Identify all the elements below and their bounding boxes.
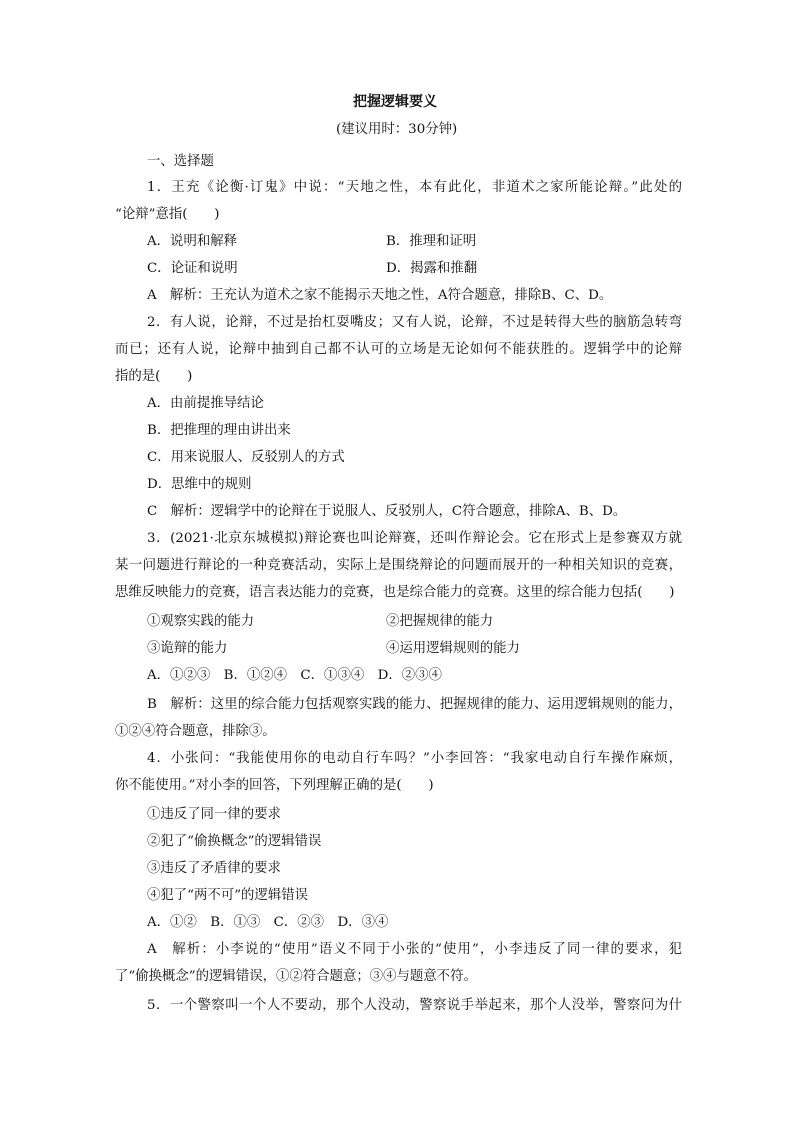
q4-options: A．①② B．①③ C．②③ D．③④ xyxy=(147,915,389,930)
q4-item-1: ①违反了同一律的要求 xyxy=(147,807,281,822)
q5-stem-line1: 5．一个警察叫一个人不要动，那个人没动，警察说手举起来，那个人没举，警察问为什 xyxy=(147,998,682,1013)
q2-analysis: C 解析：逻辑学中的论辩在于说服人、反驳别人，C符合题意，排除A、B、D。 xyxy=(147,504,627,519)
q4-item-2: ②犯了“偷换概念”的逻辑错误 xyxy=(147,834,322,849)
page-subtitle: (建议用时：30分钟) xyxy=(336,122,458,137)
q3-item-4: ④运用逻辑规则的能力 xyxy=(386,641,520,656)
q3-stem-line2: 某一问题进行辩论的一种竞赛活动，实际上是围绕辩论的问题而展开的一种相关知识的竞赛， xyxy=(115,558,682,573)
q2-stem-line2: 而已；还有人说，论辩中抽到自己都不认可的立场是无论如何不能获胜的。逻辑学中的论辩 xyxy=(115,342,682,357)
q1-stem-line2: “论辩”意指( ) xyxy=(115,207,220,222)
q2-option-d: D．思维中的规则 xyxy=(147,477,252,492)
q3-item-3: ③诡辩的能力 xyxy=(147,641,228,656)
q1-stem-line1: 1．王充《论衡·订鬼》中说：“天地之性，本有此化，非道术之家所能论辩。”此处的 xyxy=(147,180,682,195)
q4-item-4: ④犯了“两不可”的逻辑错误 xyxy=(147,888,308,903)
q4-stem-line2: 你不能使用。”对小李的回答，下列理解正确的是( ) xyxy=(115,778,434,793)
q3-stem-line1: 3．(2021·北京东城模拟)辩论赛也叫论辩赛，还叫作辩论会。它在形式上是参赛双方就 xyxy=(147,531,682,546)
q3-item-2: ②把握规律的能力 xyxy=(386,614,494,629)
q1-option-b: B．推理和证明 xyxy=(386,234,477,249)
q2-option-b: B．把推理的理由讲出来 xyxy=(147,423,291,438)
q2-stem-line1: 2．有人说，论辩，不过是抬杠耍嘴皮；又有人说，论辩，不过是转得大些的脑筋急转弯 xyxy=(147,315,682,330)
q4-item-3: ③违反了矛盾律的要求 xyxy=(147,861,281,876)
q3-stem-line3: 思维反映能力的竞赛，语言表达能力的竞赛，也是综合能力的竞赛。这里的综合能力包括( ) xyxy=(115,585,675,600)
q3-item-1: ①观察实践的能力 xyxy=(147,614,255,629)
q2-option-c: C．用来说服人、反驳别人的方式 xyxy=(147,450,345,465)
q4-stem-line1: 4．小张问：“我能使用你的电动自行车吗？”小李回答：“我家电动自行车操作麻烦， xyxy=(147,751,682,766)
q3-analysis-line2: ①②④符合题意，排除③。 xyxy=(115,724,276,739)
q4-analysis-line2: 了“偷换概念”的逻辑错误，①②符合题意；③④与题意不符。 xyxy=(115,969,477,984)
q1-analysis: A 解析：王充认为道术之家不能揭示天地之性，A符合题意，排除B、C、D。 xyxy=(147,288,613,303)
q4-analysis-line1: A 解析：小李说的“使用”语义不同于小张的“使用”，小李违反了同一律的要求，犯 xyxy=(147,942,682,957)
page-title: 把握逻辑要义 xyxy=(353,94,437,110)
q2-option-a: A．由前提推导结论 xyxy=(147,396,264,411)
q1-option-a: A．说明和解释 xyxy=(147,234,238,249)
section-heading: 一、选择题 xyxy=(147,154,214,169)
q1-option-d: D．揭露和推翻 xyxy=(386,261,478,276)
q3-analysis-line1: B 解析：这里的综合能力包括观察实践的能力、把握规律的能力、运用逻辑规则的能力， xyxy=(147,697,682,712)
q1-option-c: C．论证和说明 xyxy=(147,261,238,276)
q2-stem-line3: 指的是( ) xyxy=(115,369,193,384)
q3-options: A．①②③ B．①②④ C．①③④ D．②③④ xyxy=(147,668,442,683)
